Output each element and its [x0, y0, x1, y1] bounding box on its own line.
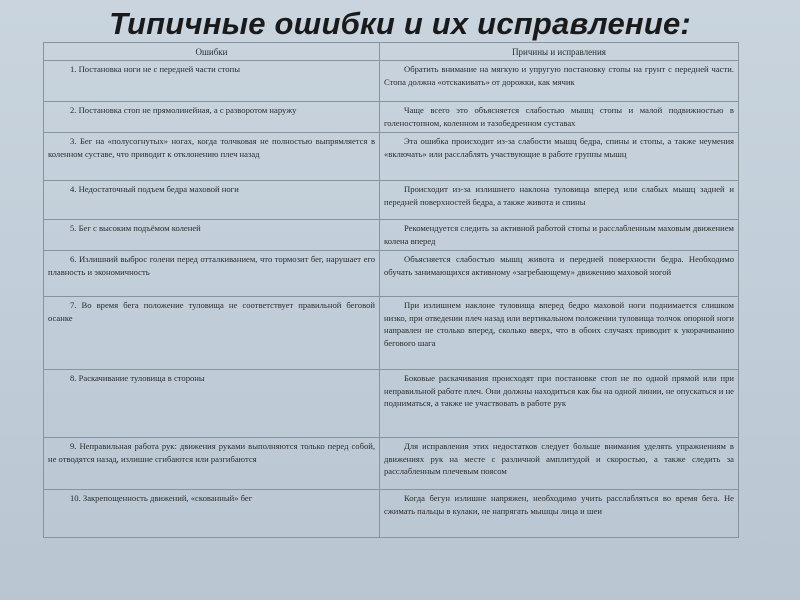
error-text: 5. Бег с высоким подъёмом коленей [70, 223, 201, 233]
error-cell [44, 251, 380, 297]
error-cell [44, 102, 380, 133]
table-row [44, 61, 739, 102]
fix-text: Боковые раскачивания происходят при постановке стоп не по одной прямой или при неправильной работе плеч. Они должны находиться как бы на одной линии, не опускаться и не подниматься, а также не участвовать в работе рук [384, 373, 734, 408]
error-cell [44, 133, 380, 181]
error-cell [44, 490, 380, 538]
fix-cell [380, 61, 739, 102]
fix-cell [380, 297, 739, 370]
error-text: 1. Постановка ноги не с передней части стопы [70, 64, 240, 74]
errors-table [43, 42, 739, 538]
header-fixes: Причины и исправления [380, 43, 739, 61]
fix-cell [380, 251, 739, 297]
fix-text: Чаще всего это объясняется слабостью мышц стопы и малой подвижностью в голеностопном, коленном и тазобедренном суставах [384, 105, 734, 128]
header-errors: Ошибки [44, 43, 380, 61]
table-row [44, 297, 739, 370]
table-row [44, 438, 739, 490]
fix-text: Для исправления этих недостатков следует больше внимания уделять упражнениям в движениях рук на месте с различной амплитудой и скоростью, а также следить за расслабленным плечевым поясом [384, 441, 734, 476]
error-text: 2. Постановка стоп не прямолинейная, а с разворотом наружу [70, 105, 297, 115]
fix-cell [380, 102, 739, 133]
error-text: 8. Раскачивание туловища в стороны [70, 373, 205, 383]
table-row [44, 181, 739, 220]
fix-cell [380, 490, 739, 538]
fix-text: Объясняется слабостью мышц живота и передней поверхности бедра. Необходимо обучать занимающихся активному «загребающему» движению маховой ногой [384, 254, 734, 277]
fix-text: Когда бегун излишне напряжен, необходимо учить расслабляться во время бега. Не сжимать пальцы в кулаки, не напрягать мышцы лица и шеи [384, 493, 734, 516]
error-text: 4. Недостаточный подъем бедра маховой ноги [70, 184, 239, 194]
table-header-row [44, 43, 739, 61]
error-text: 7. Во время бега положение туловища не соответствует правильной беговой осанке [48, 300, 375, 323]
fix-text: Обратить внимание на мягкую и упругую постановку стопы на грунт с передней части. Стопа должна «отскакивать» от дорожки, как мячик [384, 64, 734, 87]
errors-table-container [43, 42, 738, 538]
fix-cell [380, 438, 739, 490]
fix-cell [380, 181, 739, 220]
fix-text: Эта ошибка происходит из-за слабости мышц бедра, спины и стопы, а также неумения «включать» или расслаблять участвующие в работе группы мышц [384, 136, 734, 159]
fix-text: Происходит из-за излишнего наклона туловища вперед или слабых мышц задней и передней поверхностей бедра, а также живота и спины [384, 184, 734, 207]
table-row [44, 102, 739, 133]
error-cell [44, 297, 380, 370]
table-row [44, 220, 739, 251]
fix-text: Рекомендуется следить за активной работой стопы и расслабленным маховым движением колена вперед [384, 223, 734, 246]
fix-cell [380, 220, 739, 251]
error-text: 10. Закрепощенность движений, «скованный» бег [70, 493, 253, 503]
table-row [44, 490, 739, 538]
slide-title: Типичные ошибки и их исправление: [109, 6, 691, 41]
error-text: 9. Неправильная работа рук: движения руками выполняются только перед собой, не отводятся назад, излишне сгибаются или разгибаются [48, 441, 375, 464]
fix-text: При излишнем наклоне туловища вперед бедро маховой ноги поднимается слишком низко, при отведении плеч назад или вертикальном положении туловища толчок опорной ноги направлен не столько вперед, сколько вверх, что в обоих случаях приводит к укорачиванию бегового шага [384, 300, 734, 348]
error-text: 6. Излишний выброс голени перед отталкиванием, что тормозит бег, нарушает его плавность и экономичность [48, 254, 375, 277]
table-row [44, 370, 739, 438]
table-row [44, 133, 739, 181]
error-cell [44, 181, 380, 220]
table-row [44, 251, 739, 297]
error-cell [44, 61, 380, 102]
error-text: 3. Бег на «полусогнутых» ногах, когда толчковая не полностью выпрямляется в коленном суставе, что приводит к отклонению плеч назад [48, 136, 375, 159]
fix-cell [380, 370, 739, 438]
fix-cell [380, 133, 739, 181]
error-cell [44, 220, 380, 251]
error-cell [44, 438, 380, 490]
error-cell [44, 370, 380, 438]
